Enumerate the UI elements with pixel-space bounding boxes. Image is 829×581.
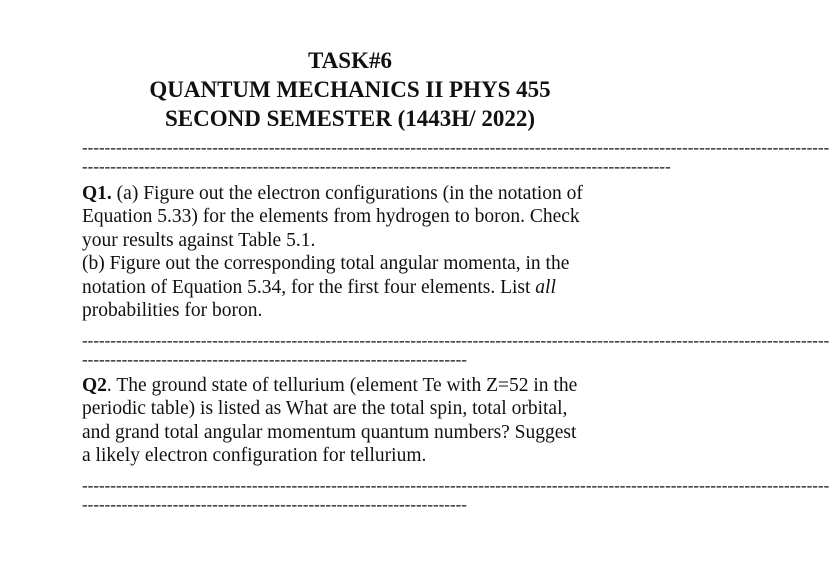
question-2	[82, 374, 622, 468]
emphasis-text: all	[535, 276, 556, 298]
question-2-text: . The ground state of tellurium (element Te with Z=52 in the	[106, 375, 578, 396]
separator-line: --------------------------------------------------------------------	[82, 350, 467, 369]
question-2-text: and grand total angular momentum quantum numbers? Suggest	[82, 421, 577, 443]
separator-line: --------------------------------------------------------------------	[82, 495, 467, 514]
separator-line: ------------------------------------------------------------------------------------------------------------------------------------	[82, 476, 829, 495]
question-1-text: Equation 5.33) for the elements from hydrogen to boron. Check	[82, 206, 580, 228]
separator-line: --------------------------------------------------------------------------------------------------------	[82, 157, 671, 176]
question-1-text: (b) Figure out the corresponding total angular momenta, in the	[82, 253, 570, 275]
task-title: TASK#6	[308, 48, 392, 73]
course-title: QUANTUM MECHANICS II PHYS 455	[149, 77, 551, 102]
question-1-text: probabilities for boron.	[82, 300, 263, 322]
question-2-text: periodic table) is listed as What are the total spin, total orbital,	[82, 398, 568, 420]
separator-line: ------------------------------------------------------------------------------------------------------------------------------------	[82, 138, 829, 157]
question-1-label: Q1.	[82, 183, 112, 204]
question-1-text: (a) Figure out the electron configurations (in the notation of	[111, 183, 583, 204]
question-2-label: Q2	[82, 375, 107, 396]
question-1-text: notation of Equation 5.34, for the first four elements. List	[82, 276, 536, 298]
semester-title: SECOND SEMESTER (1443H/ 2022)	[165, 106, 535, 131]
question-1-text: your results against Table 5.1.	[82, 229, 316, 251]
separator-line: ------------------------------------------------------------------------------------------------------------------------------------	[82, 331, 829, 350]
question-2-text: a likely electron configuration for tellurium.	[82, 445, 427, 467]
document-header	[0, 46, 700, 133]
question-1	[82, 182, 622, 322]
